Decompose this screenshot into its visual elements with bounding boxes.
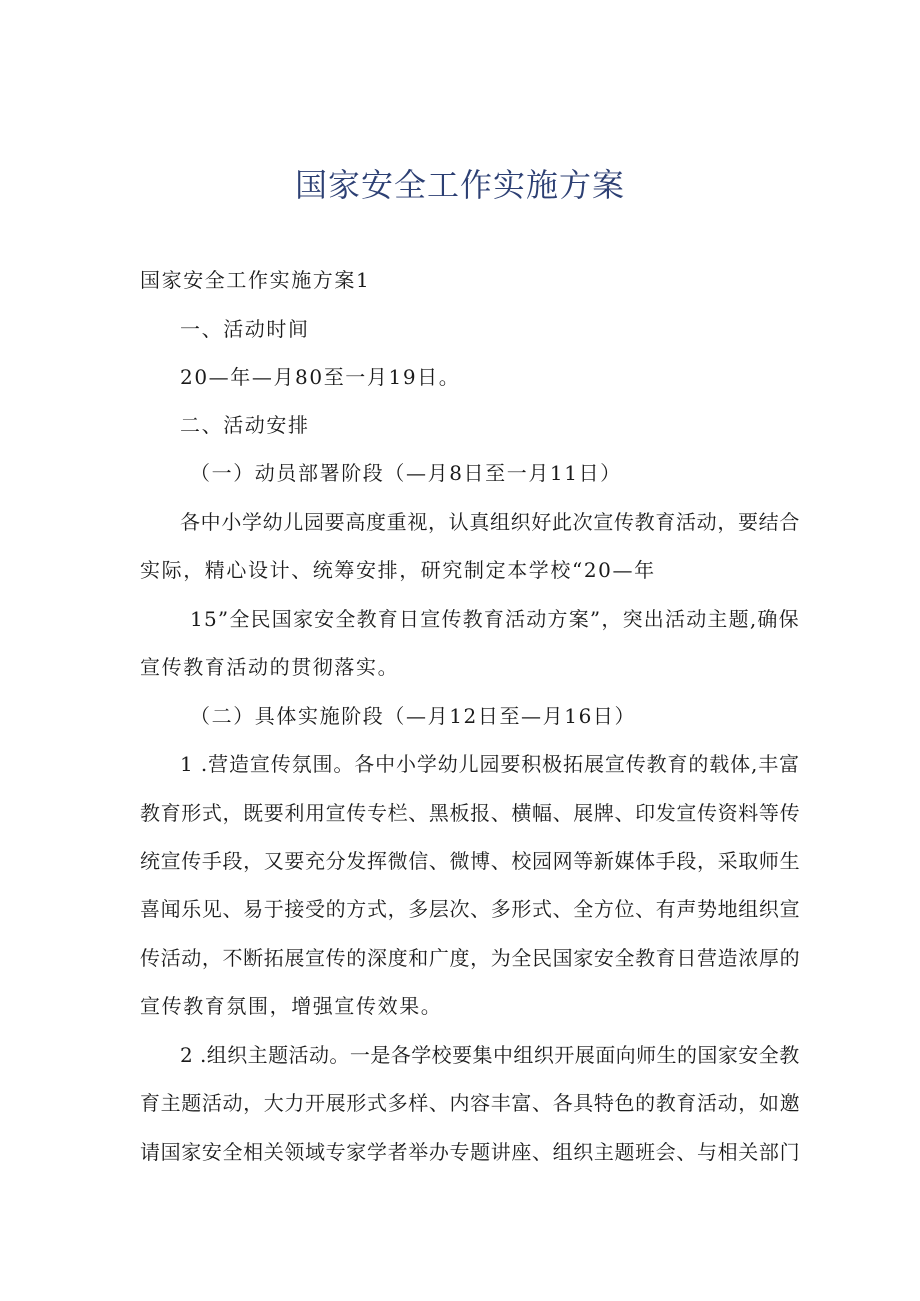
- heading-activity-arrangement: 二、活动安排: [180, 413, 310, 437]
- paragraph-line: 15”全民国家安全教育日宣传教育活动方案”，突出活动主题,确保: [190, 607, 800, 631]
- paragraph-line: 育主题活动，大力开展形式多样、内容丰富、各具特色的教育活动，如邀: [140, 1091, 801, 1115]
- document-title: 国家安全工作实施方案: [294, 166, 625, 204]
- paragraph-line: 宣传教育氛围，增强宣传效果。: [140, 994, 443, 1018]
- paragraph-line: 20—年—月80至一月19日。: [180, 365, 461, 389]
- paragraph-line: 请国家安全相关领域专家学者举办专题讲座、组织主题班会、与相关部门: [140, 1140, 801, 1164]
- heading-activity-time: 一、活动时间: [180, 317, 310, 341]
- paragraph-line: 2 .组织主题活动。一是各学校要集中组织开展面向师生的国家安全教: [180, 1043, 800, 1067]
- paragraph-line: 1 .营造宣传氛围。各中小学幼儿园要积极拓展宣传教育的载体,丰富: [180, 752, 800, 776]
- paragraph-line: 实际，精心设计、统筹安排，研究制定本学校“20—年: [140, 558, 656, 582]
- paragraph-line: 各中小学幼儿园要高度重视，认真组织好此次宣传教育活动，要结合: [180, 510, 800, 534]
- paragraph-line: 教育形式，既要利用宣传专栏、黑板报、横幅、展牌、印发宣传资料等传: [140, 801, 801, 825]
- paragraph-line: 宣传教育活动的贯彻落实。: [140, 655, 400, 679]
- paragraph-line: 传活动，不断拓展宣传的深度和广度，为全民国家安全教育日营造浓厚的: [140, 946, 801, 970]
- paragraph-line: 统宣传手段，又要充分发挥微信、微博、校园网等新媒体手段，采取师生: [140, 849, 801, 873]
- section-heading: 国家安全工作实施方案1: [140, 268, 371, 292]
- subheading-mobilization: （一）动员部署阶段（—月8日至一月11日）: [190, 461, 622, 485]
- paragraph-line: 喜闻乐见、易于接受的方式，多层次、多形式、全方位、有声势地组织宣: [140, 897, 801, 921]
- subheading-implementation: （二）具体实施阶段（—月12日至—月16日）: [190, 704, 637, 728]
